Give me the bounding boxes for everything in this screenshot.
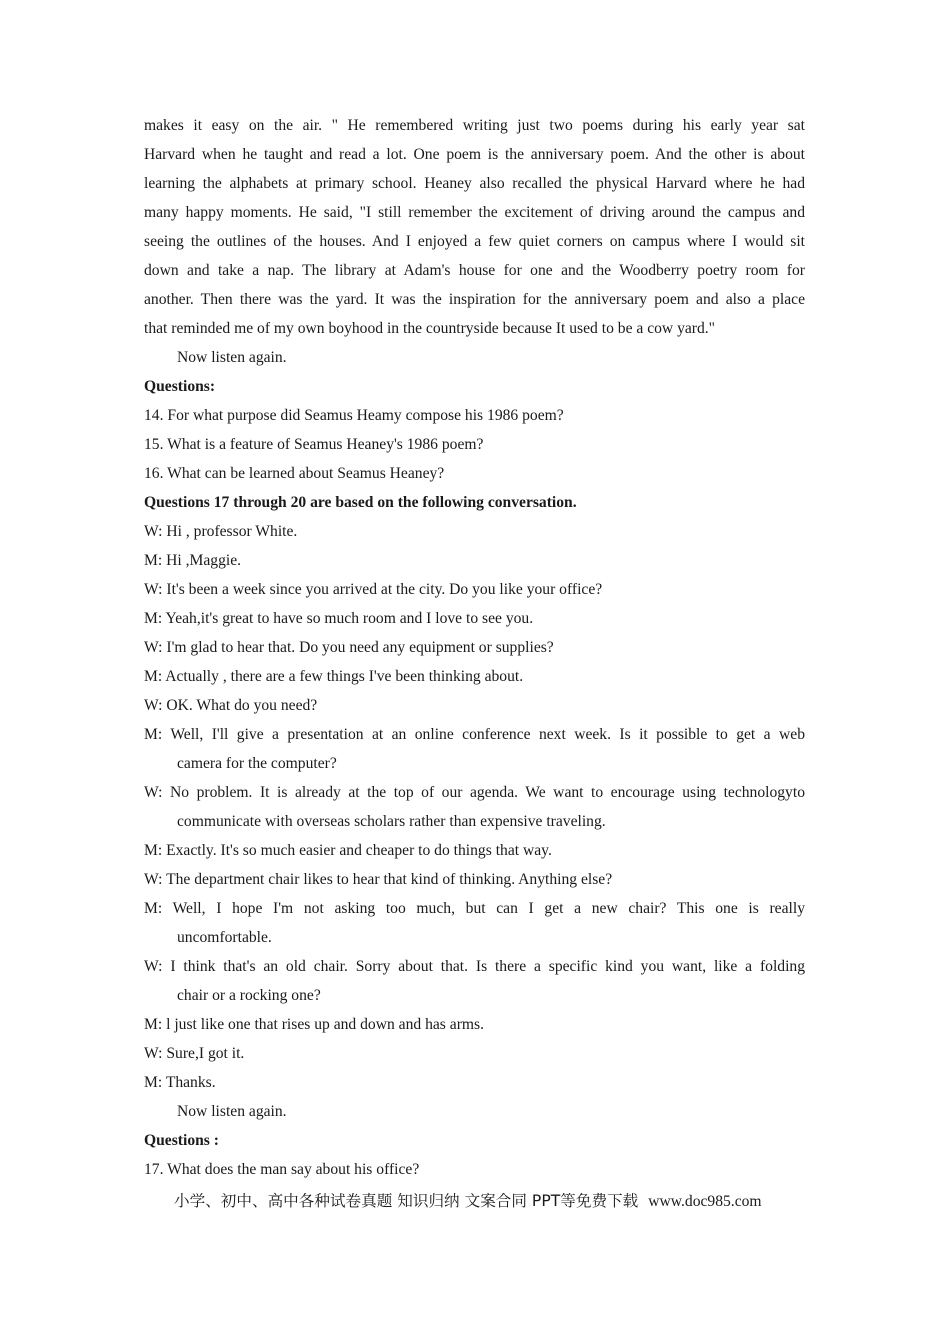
dialogue-line: W: Sure,I got it. (144, 1045, 245, 1062)
listen-again-note: Now listen again. (177, 1103, 287, 1120)
paragraph-line: many happy moments. He said, "I still remember the excitement of driving around the campus and (144, 204, 805, 221)
paragraph-line: Harvard when he taught and read a lot. One poem is the anniversary poem. And the other is about (144, 146, 805, 163)
dialogue-line: M: l just like one that rises up and down and has arms. (144, 1016, 484, 1033)
dialogue-line: W: The department chair likes to hear that kind of thinking. Anything else? (144, 871, 613, 888)
questions-heading: Questions: (144, 378, 216, 395)
conversation-heading: Questions 17 through 20 are based on the following conversation. (144, 494, 577, 511)
dialogue-line: W: OK. What do you need? (144, 697, 318, 714)
dialogue-line: M: Actually , there are a few things I've been thinking about. (144, 668, 524, 685)
question-item: 16. What can be learned about Seamus Heaney? (144, 465, 445, 482)
questions-heading: Questions : (144, 1132, 219, 1149)
dialogue-line-continuation: chair or a rocking one? (177, 987, 321, 1004)
paragraph-line: another. Then there was the yard. It was the inspiration for the anniversary poem and also a place (144, 291, 805, 308)
document-body (144, 111, 805, 1184)
question-item: 15. What is a feature of Seamus Heaney's 1986 poem? (144, 436, 484, 453)
footer-text: 小学、初中、高中各种试卷真题 知识归纳 文案合同 PPT等免费下载 (174, 1192, 639, 1210)
paragraph-line: down and take a nap. The library at Adam's house for one and the Woodberry poetry room for (144, 262, 805, 279)
paragraph-line: makes it easy on the air. " He remembered writing just two poems during his early year sat (144, 117, 805, 134)
dialogue-line: M: Thanks. (144, 1074, 216, 1091)
paragraph-line: learning the alphabets at primary school. Heaney also recalled the physical Harvard where he had (144, 175, 805, 192)
dialogue-line: M: Well, I'll give a presentation at an online conference next week. Is it possible to get a web (144, 726, 805, 743)
listen-again-note: Now listen again. (177, 349, 287, 366)
paragraph-line: that reminded me of my own boyhood in the countryside because It used to be a cow yard." (144, 320, 716, 337)
dialogue-line: W: No problem. It is already at the top of our agenda. We want to encourage using technologyto (144, 784, 805, 801)
dialogue-line-continuation: camera for the computer? (177, 755, 337, 772)
question-item: 17. What does the man say about his office? (144, 1161, 420, 1178)
dialogue-line: W: I'm glad to hear that. Do you need any equipment or supplies? (144, 639, 554, 656)
dialogue-line: M: Well, I hope I'm not asking too much, but can I get a new chair? This one is really (144, 900, 805, 917)
dialogue-line: W: Hi , professor White. (144, 523, 298, 540)
dialogue-line-continuation: communicate with overseas scholars rather than expensive traveling. (177, 813, 606, 830)
dialogue-line: W: It's been a week since you arrived at the city. Do you like your office? (144, 581, 603, 598)
dialogue-line: W: I think that's an old chair. Sorry about that. Is there a specific kind you want, like a folding (144, 958, 805, 975)
footer-website: www.doc985.com (648, 1193, 762, 1210)
page-footer (174, 1188, 794, 1214)
dialogue-line-continuation: uncomfortable. (177, 929, 272, 946)
dialogue-line: M: Exactly. It's so much easier and cheaper to do things that way. (144, 842, 552, 859)
dialogue-line: M: Yeah,it's great to have so much room and I love to see you. (144, 610, 534, 627)
paragraph-line: seeing the outlines of the houses. And I enjoyed a few quiet corners on campus where I would sit (144, 233, 805, 250)
dialogue-line: M: Hi ,Maggie. (144, 552, 242, 569)
question-item: 14. For what purpose did Seamus Heamy compose his 1986 poem? (144, 407, 564, 424)
